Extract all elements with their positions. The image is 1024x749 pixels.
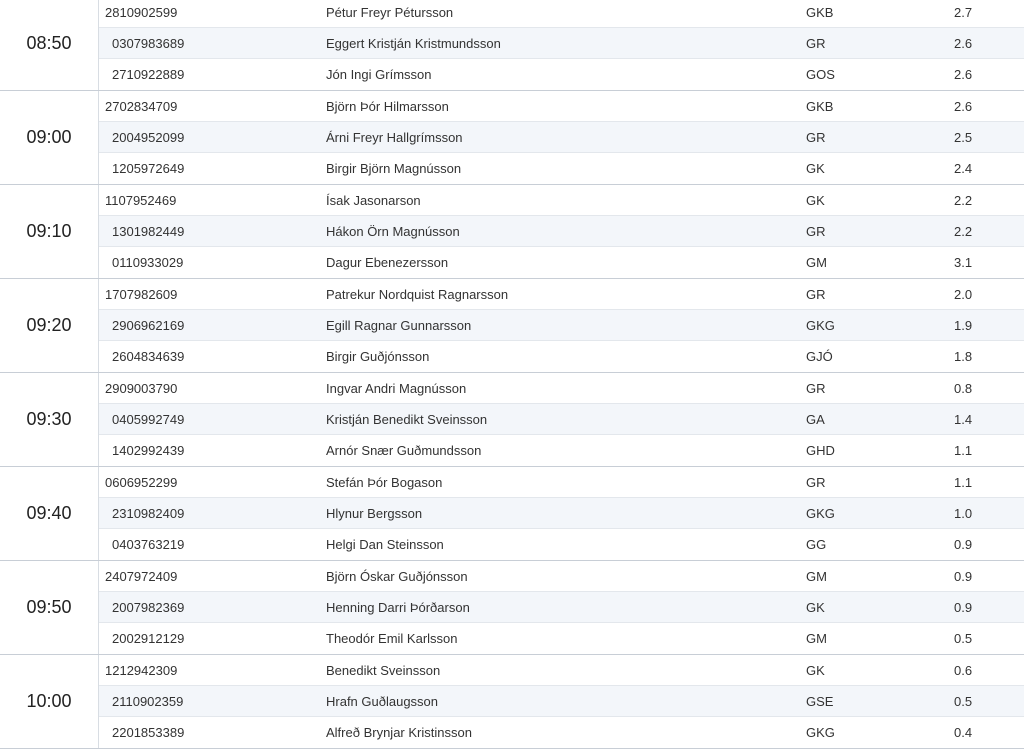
- player-id: 2002912129: [112, 631, 185, 646]
- player-name: Dagur Ebenezersson: [326, 255, 449, 270]
- player-id: 1205972649: [112, 161, 185, 176]
- table-row: [99, 404, 1024, 435]
- tee-time-group: [0, 373, 1024, 467]
- player-club: GKG: [806, 317, 835, 333]
- player-club: GK: [806, 599, 825, 615]
- player-rows: [99, 91, 1024, 184]
- player-id: 2201853389: [112, 725, 185, 740]
- player-handicap: 2.4: [954, 161, 973, 176]
- player-handicap: 1.1: [954, 443, 973, 458]
- player-handicap: 2.5: [954, 129, 973, 145]
- player-name: Theodór Emil Karlsson: [326, 631, 458, 646]
- player-name: Eggert Kristján Kristmundsson: [326, 35, 501, 51]
- tee-time: 09:50: [0, 561, 99, 654]
- player-id: 1212942309: [105, 662, 178, 678]
- table-row: [99, 216, 1024, 247]
- player-id: 2810902599: [105, 4, 178, 20]
- table-row: [99, 467, 1024, 498]
- player-club: GR: [806, 286, 826, 302]
- player-id: 0403763219: [112, 537, 185, 552]
- tee-time: 10:00: [0, 655, 99, 748]
- player-club: GR: [806, 380, 826, 396]
- player-name: Birgir Guðjónsson: [326, 349, 430, 364]
- player-club: GK: [806, 192, 825, 208]
- tee-time: 08:50: [0, 0, 99, 90]
- player-handicap: 0.5: [954, 631, 973, 646]
- player-handicap: 2.2: [954, 192, 973, 208]
- player-handicap: 0.9: [954, 599, 973, 615]
- table-row: [99, 310, 1024, 341]
- table-row: [99, 247, 1024, 278]
- player-club: GM: [806, 255, 827, 270]
- player-name: Hrafn Guðlaugsson: [326, 693, 439, 709]
- player-handicap: 1.9: [954, 317, 973, 333]
- table-row: [99, 279, 1024, 310]
- player-club: GA: [806, 411, 825, 427]
- player-name: Kristján Benedikt Sveinsson: [326, 411, 488, 427]
- table-row: [99, 498, 1024, 529]
- player-club: GM: [806, 631, 827, 646]
- player-name: Hákon Örn Magnússon: [326, 223, 460, 239]
- player-name: Birgir Björn Magnússon: [326, 161, 462, 176]
- player-name: Björn Óskar Guðjónsson: [326, 568, 468, 584]
- player-club: GSE: [806, 693, 834, 709]
- player-id: 2110902359: [112, 693, 184, 709]
- player-handicap: 1.1: [954, 474, 973, 490]
- player-id: 0405992749: [112, 411, 185, 427]
- player-name: Pétur Freyr Pétursson: [326, 4, 454, 20]
- player-id: 2004952099: [112, 129, 185, 145]
- player-id: 2007982369: [112, 599, 185, 615]
- table-row: [99, 153, 1024, 184]
- table-row: [99, 655, 1024, 686]
- player-id: 2604834639: [112, 349, 185, 364]
- table-row: [99, 623, 1024, 654]
- table-row: [99, 717, 1024, 748]
- player-club: GJÓ: [806, 349, 833, 364]
- player-id: 1107952469: [105, 192, 177, 208]
- player-rows: [99, 561, 1024, 654]
- player-name: Arnór Snær Guðmundsson: [326, 443, 482, 458]
- table-row: [99, 91, 1024, 122]
- tee-time-group: [0, 655, 1024, 749]
- table-row: [99, 185, 1024, 216]
- player-club: GOS: [806, 67, 835, 82]
- tee-time-group: [0, 467, 1024, 561]
- player-name: Björn Þór Hilmarsson: [326, 98, 449, 114]
- player-id: 1402992439: [112, 443, 185, 458]
- player-handicap: 2.6: [954, 98, 973, 114]
- tee-time: 09:30: [0, 373, 99, 466]
- table-row: [99, 59, 1024, 90]
- player-handicap: 0.8: [954, 380, 973, 396]
- player-rows: [99, 373, 1024, 466]
- player-rows: [99, 279, 1024, 372]
- player-rows: [99, 655, 1024, 748]
- player-id: 2909003790: [105, 380, 178, 396]
- player-rows: [99, 185, 1024, 278]
- player-id: 0606952299: [105, 474, 178, 490]
- player-id: 2702834709: [105, 98, 178, 114]
- player-id: 2906962169: [112, 317, 185, 333]
- tee-time: 09:00: [0, 91, 99, 184]
- player-id: 0307983689: [112, 35, 185, 51]
- player-club: GR: [806, 474, 826, 490]
- player-club: GK: [806, 662, 825, 678]
- player-id: 1707982609: [105, 286, 178, 302]
- table-row: [99, 373, 1024, 404]
- player-handicap: 2.6: [954, 67, 973, 82]
- player-handicap: 1.8: [954, 349, 973, 364]
- player-name: Helgi Dan Steinsson: [326, 537, 444, 552]
- player-club: GHD: [806, 443, 835, 458]
- player-rows: [99, 0, 1024, 90]
- player-club: GM: [806, 568, 827, 584]
- table-row: [99, 122, 1024, 153]
- player-handicap: 0.9: [954, 537, 973, 552]
- table-row: [99, 561, 1024, 592]
- table-row: [99, 0, 1024, 28]
- player-handicap: 0.9: [954, 568, 973, 584]
- player-name: Jón Ingi Grímsson: [326, 67, 432, 82]
- player-handicap: 0.5: [954, 693, 973, 709]
- player-name: Henning Darri Þórðarson: [326, 599, 470, 615]
- player-name: Patrekur Nordquist Ragnarsson: [326, 286, 509, 302]
- player-name: Stefán Þór Bogason: [326, 474, 443, 490]
- player-club: GKG: [806, 505, 835, 521]
- player-name: Ingvar Andri Magnússon: [326, 380, 467, 396]
- tee-time-group: [0, 91, 1024, 185]
- table-row: [99, 435, 1024, 466]
- player-club: GKG: [806, 725, 835, 740]
- player-handicap: 0.4: [954, 725, 973, 740]
- player-name: Alfreð Brynjar Kristinsson: [326, 725, 472, 740]
- player-club: GKB: [806, 98, 834, 114]
- player-name: Ísak Jasonarson: [326, 192, 421, 208]
- player-name: Hlynur Bergsson: [326, 505, 423, 521]
- player-handicap: 2.7: [954, 4, 973, 20]
- tee-time-group: [0, 0, 1024, 91]
- player-id: 0110933029: [112, 255, 184, 270]
- tee-time-group: [0, 561, 1024, 655]
- player-club: GR: [806, 223, 826, 239]
- player-handicap: 3.1: [954, 255, 973, 270]
- player-club: GR: [806, 129, 826, 145]
- player-handicap: 1.0: [954, 505, 973, 521]
- tee-time-group: [0, 185, 1024, 279]
- tee-time-group: [0, 279, 1024, 373]
- player-name: Árni Freyr Hallgrímsson: [326, 129, 463, 145]
- player-id: 2310982409: [112, 505, 185, 521]
- tee-time: 09:20: [0, 279, 99, 372]
- player-id: 1301982449: [112, 223, 185, 239]
- player-id: 2407972409: [105, 568, 178, 584]
- player-id: 2710922889: [112, 67, 185, 82]
- player-name: Benedikt Sveinsson: [326, 662, 441, 678]
- table-row: [99, 341, 1024, 372]
- tee-time: 09:40: [0, 467, 99, 560]
- player-handicap: 1.4: [954, 411, 973, 427]
- table-row: [99, 686, 1024, 717]
- player-handicap: 2.2: [954, 223, 973, 239]
- player-handicap: 2.6: [954, 35, 973, 51]
- tee-time: 09:10: [0, 185, 99, 278]
- table-row: [99, 28, 1024, 59]
- player-handicap: 0.6: [954, 662, 973, 678]
- table-row: [99, 592, 1024, 623]
- player-club: GR: [806, 35, 826, 51]
- player-club: GK: [806, 161, 825, 176]
- player-club: GG: [806, 537, 827, 552]
- player-club: GKB: [806, 4, 834, 20]
- player-handicap: 2.0: [954, 286, 973, 302]
- player-name: Egill Ragnar Gunnarsson: [326, 317, 472, 333]
- table-row: [99, 529, 1024, 560]
- player-rows: [99, 467, 1024, 560]
